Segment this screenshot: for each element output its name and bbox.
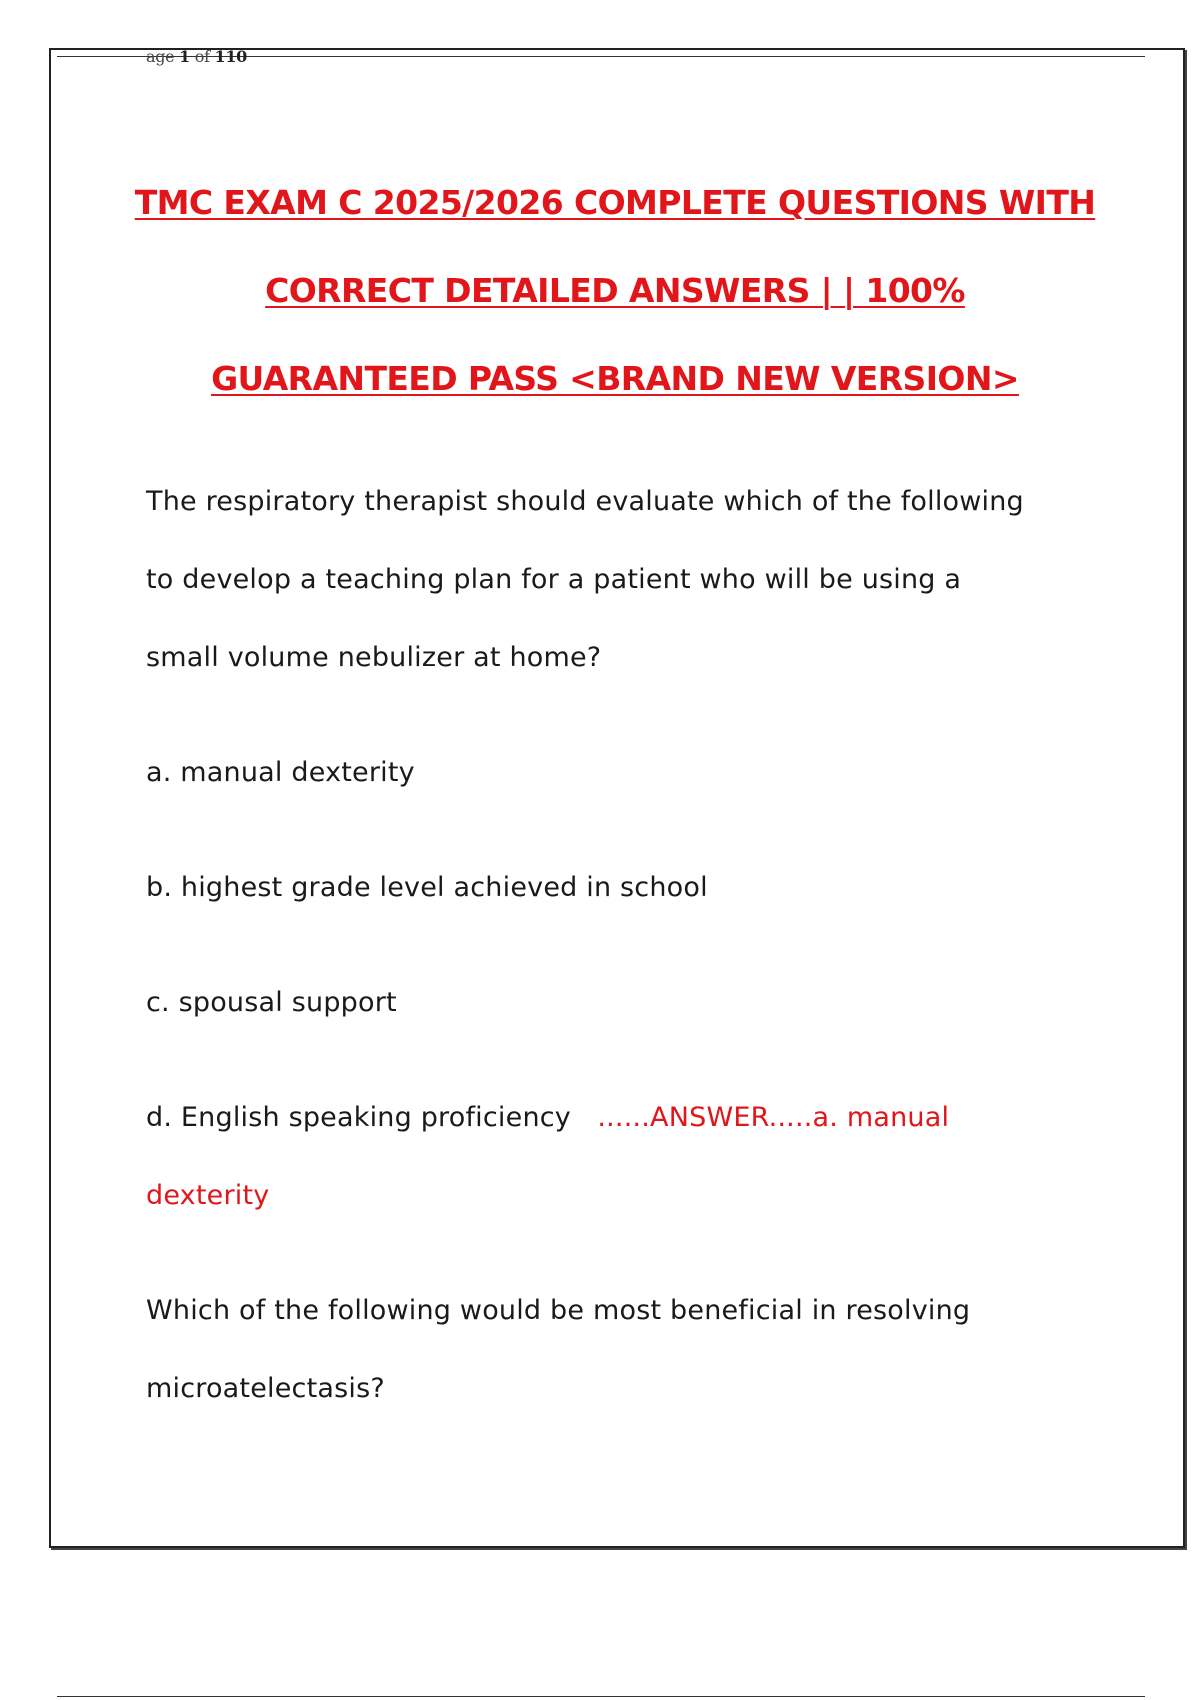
- question-1-line-2: to develop a teaching plan for a patient who will be using a: [146, 564, 962, 595]
- answer-text-part-2: dexterity: [146, 1180, 270, 1211]
- title-line-2: CORRECT DETAILED ANSWERS | | 100%: [265, 271, 965, 310]
- option-d: d. English speaking proficiency: [146, 1102, 571, 1133]
- page-total: 110: [214, 47, 248, 66]
- answer-text-part-1: ......ANSWER.....a. manual: [597, 1102, 950, 1133]
- title-line-3: GUARANTEED PASS <BRAND NEW VERSION>: [211, 359, 1019, 398]
- question-1-line-1: The respiratory therapist should evaluate which of the following: [146, 486, 1024, 517]
- option-b: b. highest grade level achieved in school: [146, 872, 708, 903]
- question-2-line-1: Which of the following would be most beneficial in resolving: [146, 1295, 971, 1326]
- document-title: [100, 175, 1130, 439]
- page-of: of: [189, 47, 215, 66]
- page-number: [146, 47, 247, 66]
- title-line-1: TMC EXAM C 2025/2026 COMPLETE QUESTIONS WITH: [134, 183, 1096, 222]
- page-current: 1: [179, 47, 190, 66]
- option-c: c. spousal support: [146, 987, 397, 1018]
- option-a: a. manual dexterity: [146, 757, 415, 788]
- document-body: [146, 478, 1106, 1443]
- footer-rule: [57, 1696, 1145, 1697]
- page-prefix: age: [146, 47, 180, 66]
- question-1-line-3: small volume nebulizer at home?: [146, 642, 602, 673]
- option-d-row: [146, 1094, 1106, 1172]
- question-2-line-2: microatelectasis?: [146, 1373, 385, 1404]
